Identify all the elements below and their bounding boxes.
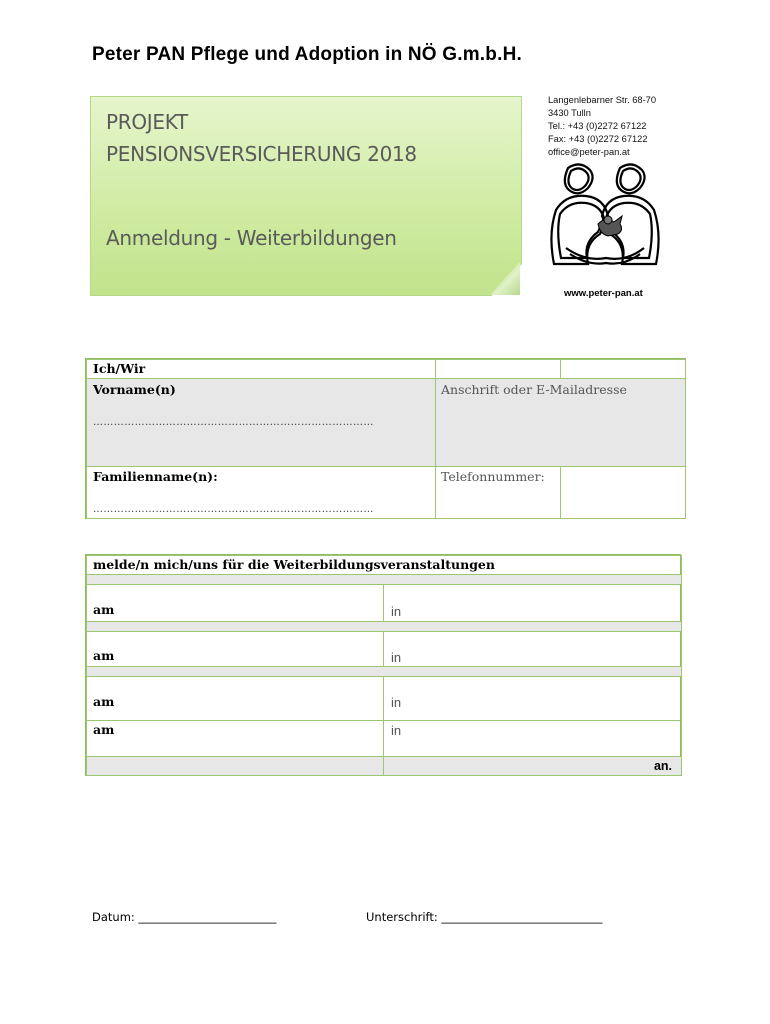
date-label: am: [93, 648, 115, 663]
place-field[interactable]: [383, 676, 682, 721]
contact-street: Langenlebarner Str. 68-70: [548, 95, 657, 105]
first-name-label: Vorname(n): [93, 382, 176, 397]
form-title: Anmeldung - Weiterbildungen: [106, 226, 397, 250]
date-field[interactable]: [86, 584, 384, 622]
last-name-label: Familienname(n):: [93, 469, 218, 484]
contact-block: [548, 94, 656, 159]
closing-row-left: [86, 756, 384, 776]
peter-pan-logo-icon: [546, 158, 664, 282]
date-field[interactable]: [86, 676, 384, 721]
header-cell-empty-2: [560, 359, 686, 379]
place-field[interactable]: [383, 584, 682, 622]
signature-line[interactable]: Unterschrift: ____________________________: [366, 910, 603, 924]
place-label: in: [391, 695, 402, 710]
website-url: www.peter-pan.at: [564, 288, 643, 299]
place-label: in: [391, 650, 402, 665]
place-field[interactable]: [383, 720, 682, 757]
date-label: am: [93, 722, 115, 737]
date-signature-line[interactable]: Datum: ________________________: [92, 910, 277, 924]
contact-fax: Fax: +43 (0)2272 67122: [548, 134, 648, 144]
ich-wir-label: Ich/Wir: [93, 361, 146, 376]
date-field[interactable]: [86, 631, 384, 667]
place-field[interactable]: [383, 631, 682, 667]
project-heading: PROJEKT: [106, 110, 188, 134]
closing-row-right: [383, 756, 682, 776]
closing-text: an.: [653, 759, 672, 773]
events-table: [85, 554, 681, 776]
contact-city: 3430 Tulln: [548, 108, 591, 118]
organization-title: Peter PAN Pflege und Adoption in NÖ G.m.b.H.: [92, 44, 522, 65]
phone-label: Telefonnummer:: [441, 469, 545, 484]
phone-extra-field[interactable]: [560, 466, 686, 519]
project-subheading: PENSIONSVERSICHERUNG 2018: [106, 142, 417, 166]
address-label: Anschrift oder E-Mailadresse: [441, 382, 627, 397]
date-label: am: [93, 602, 115, 617]
place-label: in: [391, 604, 402, 619]
header-cell-empty-1: [435, 359, 561, 379]
date-label: am: [93, 694, 115, 709]
contact-email: office@peter-pan.at: [548, 147, 630, 157]
contact-tel: Tel.: +43 (0)2272 67122: [548, 121, 647, 131]
date-field[interactable]: [86, 720, 384, 757]
last-name-dotted-line: ………………………………………………………………………: [93, 504, 374, 515]
person-table: [85, 358, 686, 519]
events-header-label: melde/n mich/uns für die Weiterbildungsveranstaltungen: [93, 557, 495, 572]
place-label: in: [391, 723, 402, 738]
first-name-dotted-line: ………………………………………………………………………: [93, 417, 374, 428]
